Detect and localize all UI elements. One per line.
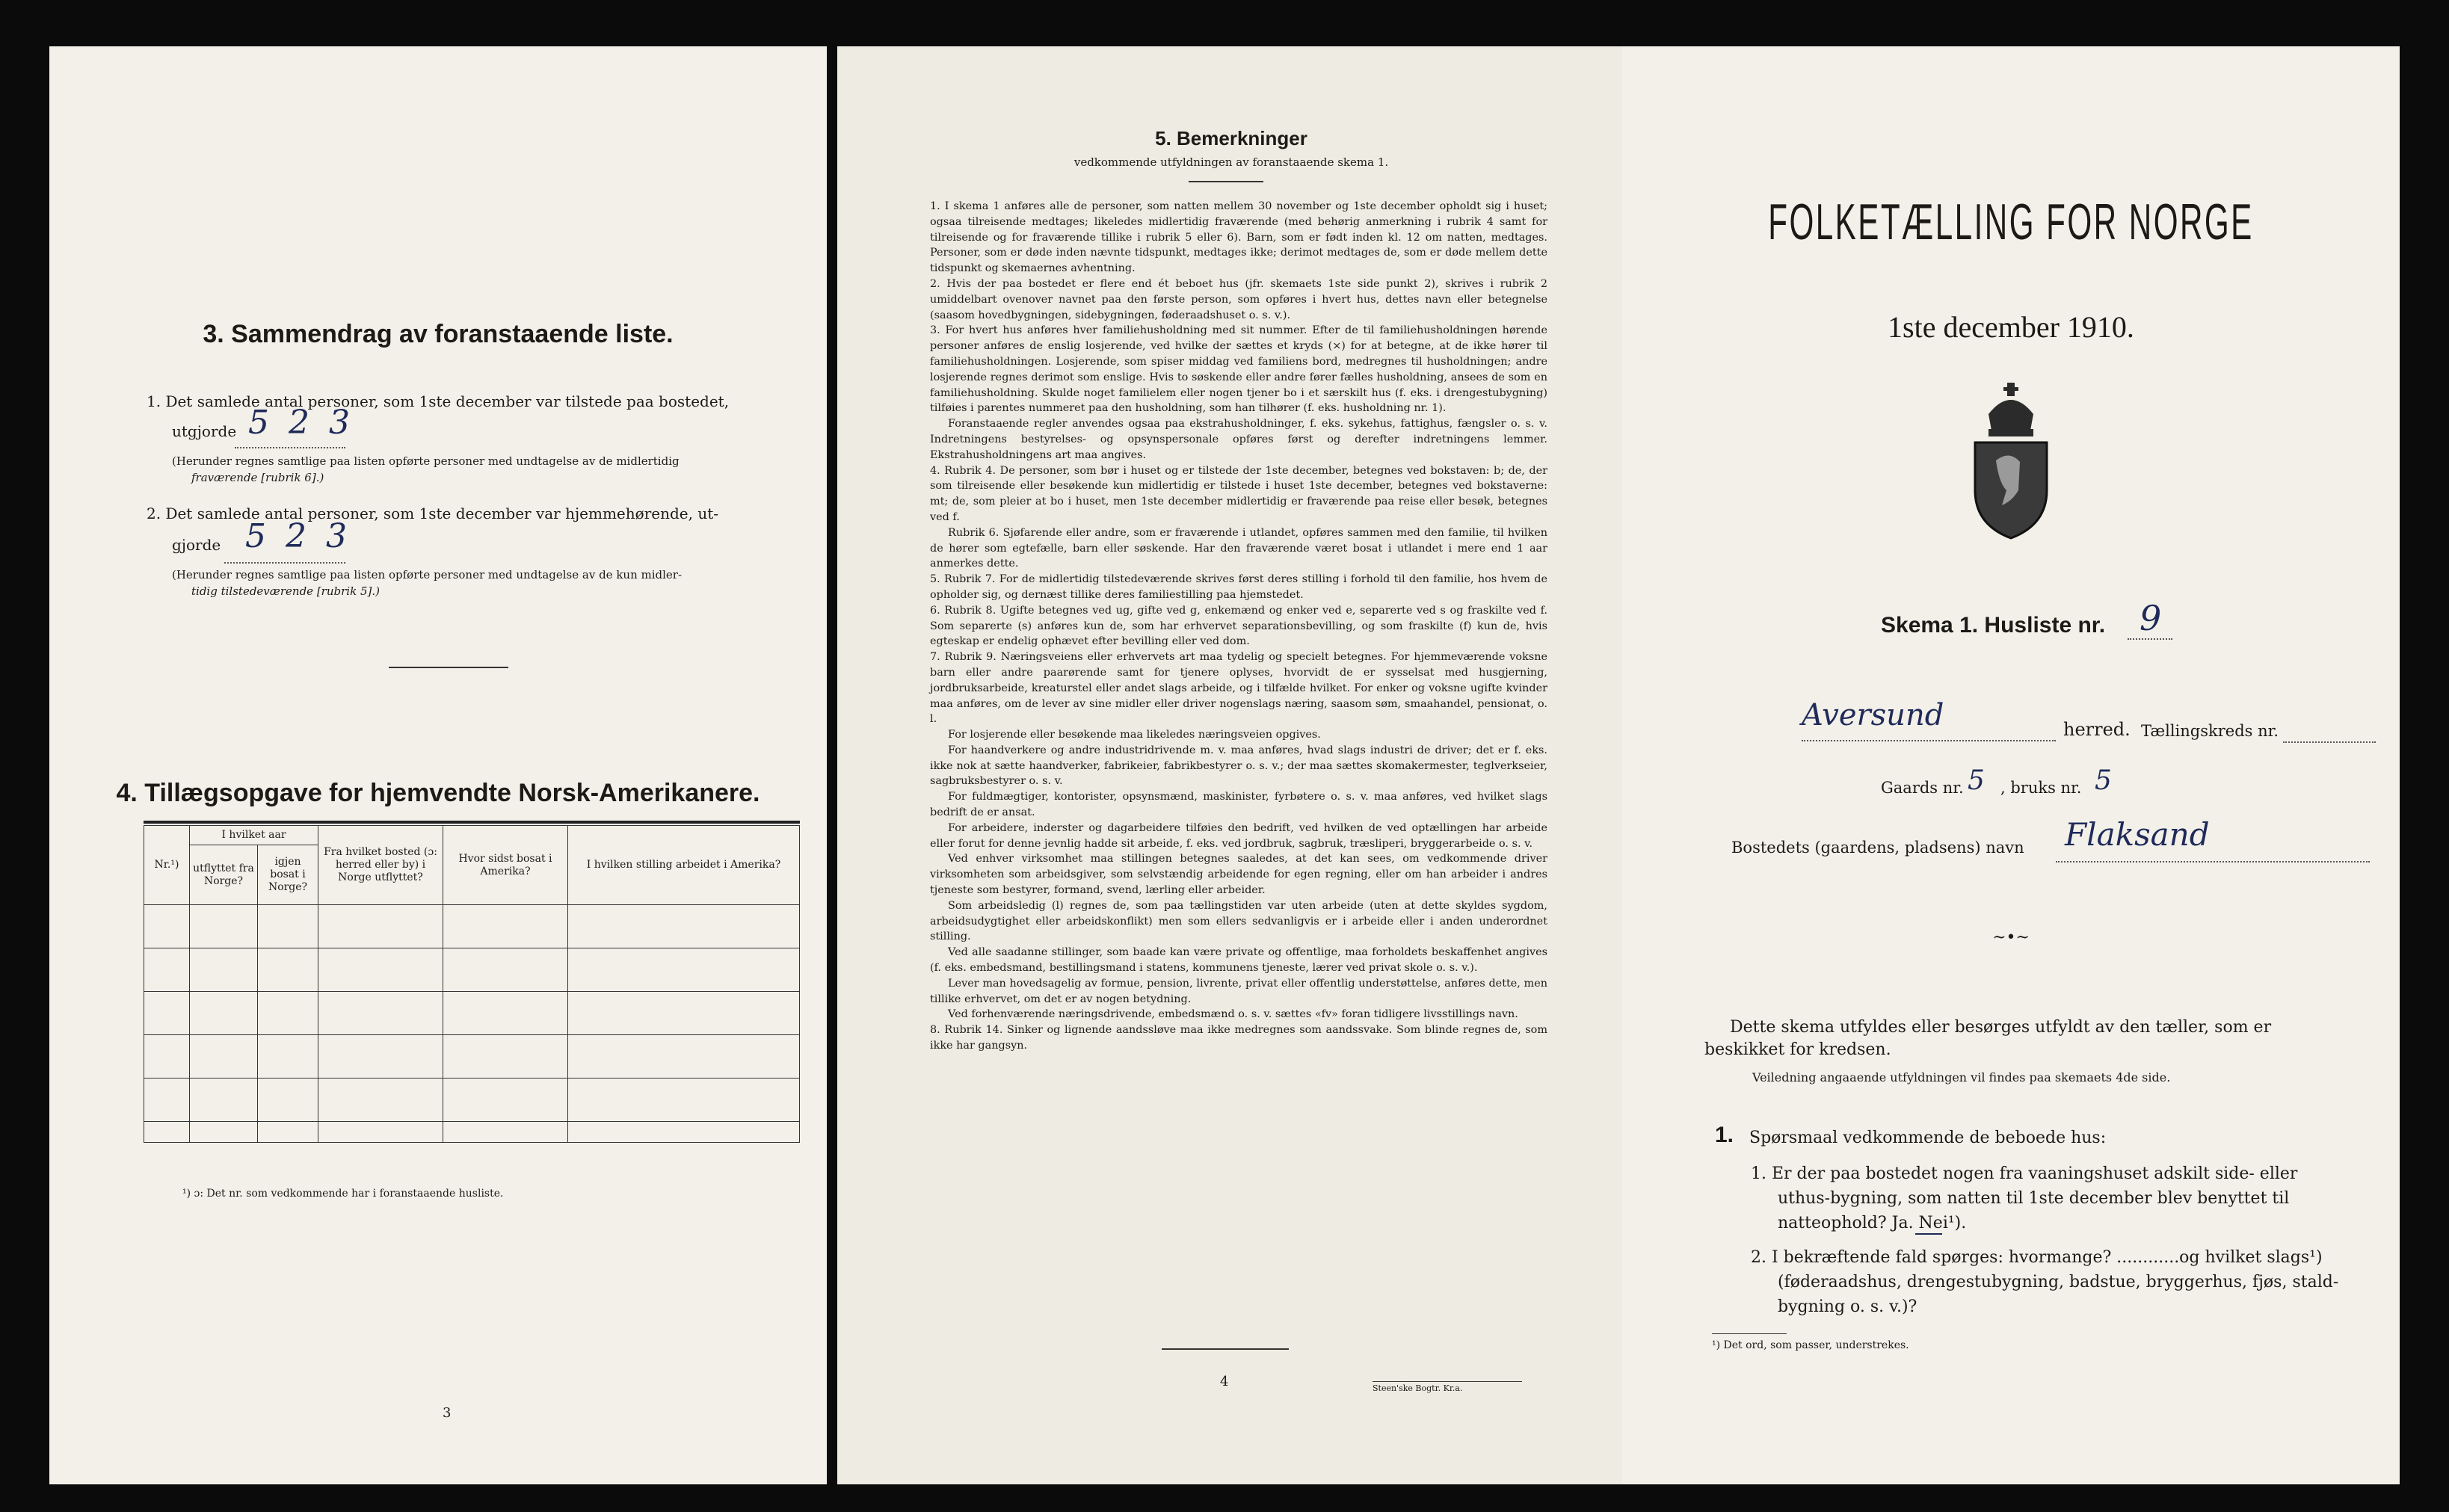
gaards-label: Gaards nr. — [1881, 779, 1964, 797]
bruks-value: 5 — [2095, 765, 2112, 796]
ornament-icon: ~•~ — [1992, 928, 2030, 947]
question-2-line-2: (føderaadshus, drengestubygning, badstue, bryggerhus, fjøs, stald- — [1778, 1273, 2339, 1292]
page-number: 3 — [443, 1405, 452, 1421]
question-1-line-1: 1. Er der paa bostedet nogen fra vaaningshuset adskilt side- eller — [1751, 1164, 2298, 1183]
item-2-note-2: tidig tilstedeværende [rubrik 5].) — [191, 584, 380, 598]
remark-paragraph: Foranstaaende regler anvendes ogsaa paa ekstrahusholdninger, f. eks. sykehus, fattighus, fængsler o. s. v. Indretningens bestyrelses- og opsynspersonale opføres først og derefter indretningens lemmer. Ekstrahusholdningens art maa angives. — [930, 418, 1547, 461]
col-occupation: I hvilken stilling arbeidet i Amerika? — [568, 826, 800, 905]
question-section-heading: Spørsmaal vedkommende de beboede hus: — [1749, 1129, 2107, 1147]
section-3-heading: 3. Sammendrag av foranstaaende liste. — [203, 320, 674, 348]
guidance-note: Veiledning angaaende utfyldningen vil findes paa skemaets 4de side. — [1752, 1070, 2171, 1084]
intro-line-1: Dette skema utfyldes eller besørges utfyldt av den tæller, som er — [1730, 1018, 2272, 1037]
herred-dotline — [1802, 740, 2056, 741]
coat-of-arms-icon — [1966, 378, 2056, 546]
divider — [389, 667, 508, 668]
remark-paragraph: 4. Rubrik 4. De personer, som bør i huset og er tilstede der 1ste december, betegnes ved bokstaven: b; de, der som tilreisende eller besøkende kun midlertidig er tilstede i huset 1ste december, betegnes ved bokstaverne: mt; de, som pleier at bo i huset, men 1ste december midlertidig er fraværende paa reise eller besøk, betegnes ved f. — [930, 464, 1547, 523]
remark-paragraph: Rubrik 6. Sjøfarende eller andre, som er fraværende i utlandet, opføres sammen med den familie, til hvilken de hører som egtefælle, barn eller søskende. Har den fraværende været bosat i utlandet i mere end 1 aar anmerkes dette. — [930, 526, 1547, 570]
nei-underline — [1915, 1233, 1942, 1235]
page-3-summary — [49, 46, 827, 1484]
remark-paragraph: 1. I skema 1 anføres alle de personer, som natten mellem 30 november og 1ste december opholdt sig i huset; ogsaa tilreisende medtages; likeledes midlertidig fraværende (med behørig anmerkning i rubrik 4 samt for tilreisende og for fraværende tillike i rubrik 5 eller 6). Barn, som er født inden kl. 12 om natten, medtages. Personer, som er døde inden nævnte tidspunkt, medtages ikke; derimot medtages de, som er døde mellem dette tidspunkt og skemaernes avhentning. — [930, 200, 1547, 275]
returnees-table — [144, 825, 800, 1143]
section-4-heading: 4. Tillægsopgave for hjemvendte Norsk-Amerikanere. — [116, 779, 760, 807]
item-1-prefix: utgjorde — [172, 422, 237, 440]
question-2-line-3: bygning o. s. v.)? — [1778, 1297, 1917, 1316]
husliste-dotline — [2128, 638, 2172, 640]
kreds-dotline — [2283, 741, 2376, 743]
item-1-text: 1. Det samlede antal personer, som 1ste december var tilstede paa bostedet, — [147, 392, 730, 410]
skema-label: Skema 1. Husliste nr. — [1881, 613, 2106, 638]
herred-label: herred. — [2063, 719, 2131, 740]
col-group-year: I hvilket aar — [190, 826, 318, 845]
item-2-text: 2. Det samlede antal personer, som 1ste december var hjemmehørende, ut- — [147, 504, 718, 522]
col-last-residence: Hvor sidst bosat i Amerika? — [443, 826, 568, 905]
question-1-line-2: uthus-bygning, som natten til 1ste december blev benyttet til — [1778, 1189, 2290, 1208]
remark-paragraph: 6. Rubrik 8. Ugifte betegnes ved ug, gifte ved g, enkemænd og enker ved e, separerte ved s og fraskilte ved f. Som separerte (s) anføres kun de, som har erhvervet separationsbevilling, og som fraskilte (f) kun de, hvis egteskap er endelig ophævet efter bevilling eller ved dom. — [930, 604, 1547, 648]
remark-paragraph: 2. Hvis der paa bostedet er flere end ét beboet hus (jfr. skemaets 1ste side punkt 2), skrives i rubrik 2 umiddelbart ovenover navnet paa den første person, som opføres i hvert hus, dettes navn eller betegnelse (saasom hovedbygningen, sidebygningen, føderaadshuset o. s. v.). — [930, 277, 1547, 321]
remarks-list — [930, 199, 1547, 1054]
remark-paragraph: For fuldmægtiger, kontorister, opsynsmænd, maskinister, fyrbøtere o. s. v. maa anføres, ved hvilket slags bedrift de er ansat. — [930, 791, 1547, 819]
remark-paragraph: Som arbeidsledig (l) regnes de, som paa tællingstiden var uten arbeide (uten at dette skyldes sygdom, arbeidsudygtighet eller arbeidskonflikt) men som ellers sedvanligvis er i arbeide eller i anden underordnet stilling. — [930, 899, 1547, 943]
table-row — [144, 1122, 800, 1143]
remark-paragraph: For haandverkere og andre industridrivende m. v. maa anføres, hvad slags industri de driver; det er f. eks. ikke nok at sætte haandverker, fabrikeier, fabrikbestyrer o. s. v.; der maa sættes skomakermester, teglverkseier, sagbruksbestyrer o. s. v. — [930, 744, 1547, 788]
form-title-wrap — [1622, 193, 2400, 251]
item-2-prefix: gjorde — [172, 536, 221, 554]
remarks-heading: 5. Bemerkninger — [1155, 127, 1307, 149]
table-top-rule — [144, 821, 800, 824]
remark-paragraph: 5. Rubrik 7. For de midlertidig tilstedeværende skrives først deres stilling i forhold til den familie, hos hvem de opholder sig, og dernæst tillike deres familiestilling paa hjemstedet. — [930, 573, 1547, 601]
remark-paragraph: Ved enhver virksomhet maa stillingen betegnes saaledes, at det kan sees, om vedkommende driver virksomheten som arbeidsgiver, som selvstændig arbeidende for egen regning, eller om han arbeider i andres tjeneste som bestyrer, formand, svend, lærling eller arbeider. — [930, 853, 1547, 897]
table-footnote: ¹) ɔ: Det nr. som vedkommende har i foranstaaende husliste. — [182, 1188, 504, 1200]
bosted-label: Bostedets (gaardens, pladsens) navn — [1731, 839, 2024, 857]
item-1-note-2: fraværende [rubrik 6].) — [191, 471, 324, 484]
table-row — [144, 905, 800, 948]
item-2-dotline — [224, 562, 345, 564]
footnote: ¹) Det ord, som passer, understrekes. — [1712, 1339, 1909, 1351]
table-row — [144, 1079, 800, 1122]
printer-imprint: Steen'ske Bogtr. Kr.a. — [1373, 1381, 1522, 1393]
divider — [1189, 181, 1263, 182]
remark-paragraph: For losjerende eller besøkende maa likeledes næringsveien opgives. — [948, 729, 1321, 741]
intro-line-2: beskikket for kredsen. — [1704, 1040, 1891, 1059]
divider — [1162, 1348, 1289, 1350]
col-emigrated: utflyttet fra Norge? — [190, 845, 258, 905]
remark-paragraph: Ved alle saadanne stillinger, som baade kan være private og offentlige, maa forholdets beskaffenhet angives (f. eks. embedsmand, bestillingsmand i statens, kommunens tjeneste, lærer ved privat skole o. s. v.). — [930, 946, 1547, 975]
bosted-value: Flaksand — [2065, 816, 2210, 853]
page-4-remarks — [837, 46, 1625, 1484]
remark-paragraph: 7. Rubrik 9. Næringsveiens eller erhvervets art maa tydelig og specielt betegnes. For hjemmeværende voksne barn eller andre paarørende samt for tjenere oplyses, hvorvidt de er sysselsat med husgjerning, jordbruksarbeide, kreaturstel eller andet slags arbeide, og i tilfælde hvilket. For enker og voksne ugifte kvinder maa anføres, om de lever av sine midler eller driver nogenslags næring, saasom søm, smaahandel, pensionat, o. l. — [930, 651, 1547, 726]
remark-paragraph: Ved forhenværende næringsdrivende, embedsmænd o. s. v. sættes «fv» foran tidligere livsstillings navn. — [948, 1008, 1518, 1021]
table-row — [144, 992, 800, 1035]
item-1-handwritten-value: 5 2 3 — [248, 404, 354, 442]
kreds-label: Tællingskreds nr. — [2141, 722, 2279, 740]
footnote-rule — [1712, 1333, 1787, 1334]
remarks-subheading: vedkommende utfyldningen av foranstaaende skema 1. — [1073, 155, 1389, 169]
question-section-number: 1. — [1715, 1123, 1734, 1147]
bruks-label: , bruks nr. — [2000, 779, 2082, 797]
item-1-dotline — [235, 447, 345, 448]
question-2-line-1: 2. I bekræftende fald spørges: hvormange? ............og hvilket slags¹) — [1751, 1248, 2323, 1267]
remark-paragraph: 8. Rubrik 14. Sinker og lignende aandssløve maa ikke medregnes som aandssvake. Som blinde regnes de, som ikke har gangsyn. — [930, 1024, 1547, 1052]
remark-paragraph: 3. For hvert hus anføres hver familiehusholdning med sit nummer. Efter de til familiehusholdningen hørende personer anføres de enslig losjerende, ved hvilke der sættes et kryds (×) for at betegne, at de ikke hører til familiehusholdningen. Losjerende, som spiser middag ved familiens bord, medregnes til husholdningen; andre losjerende regnes derimot som enslige. Hvis to søskende eller andre fører fælles husholdning, ansees de som en familiehusholdning. Skulde noget familielem eller nogen tjener bo i et særskilt hus (f. eks. i drengestubygning) tilføies i parentes nummeret paa den husholdning, som han tilhører (f. eks. husholdning nr. 1). — [930, 324, 1547, 415]
husliste-number: 9 — [2140, 598, 2162, 638]
table-row — [144, 1035, 800, 1079]
item-2-handwritten-value: 5 2 3 — [245, 517, 351, 555]
page-1-cover — [1622, 46, 2400, 1484]
gaards-value: 5 — [1968, 765, 1985, 796]
form-title: FOLKETÆLLING FOR NORGE — [1768, 194, 2254, 250]
col-nr: Nr.¹) — [144, 826, 190, 905]
herred-value: Aversund — [1802, 698, 1944, 732]
item-2-note-1: (Herunder regnes samtlige paa listen opførte personer med undtagelse av de kun midler- — [172, 568, 683, 581]
col-returned: igjen bosat i Norge? — [258, 845, 318, 905]
remark-paragraph: Lever man hovedsagelig av formue, pension, livrente, privat eller offentlig understøttelse, anføres dette, men tillike erhvervet, om det er av nogen betydning. — [930, 977, 1547, 1005]
bosted-dotline — [2056, 861, 2370, 863]
census-date: 1ste december 1910. — [1888, 310, 2134, 344]
page-number: 4 — [1220, 1374, 1229, 1389]
question-1-line-3: natteophold? Ja. Nei¹). — [1778, 1214, 1967, 1232]
col-from-where: Fra hvilket bosted (ɔ: herred eller by) i Norge utflyttet? — [318, 826, 443, 905]
table-row — [144, 948, 800, 992]
remark-paragraph: For arbeidere, inderster og dagarbeidere tilføies den bedrift, ved hvilken de ved optællingen har arbeide eller forut for denne jevnlig hadde sit arbeide, f. eks. ved jordbruk, sagbruk, træsliperi, bryggerarbeide o. s. v. — [930, 821, 1547, 850]
item-1-note-1: (Herunder regnes samtlige paa listen opførte personer med undtagelse av de midlertidig — [172, 454, 680, 468]
